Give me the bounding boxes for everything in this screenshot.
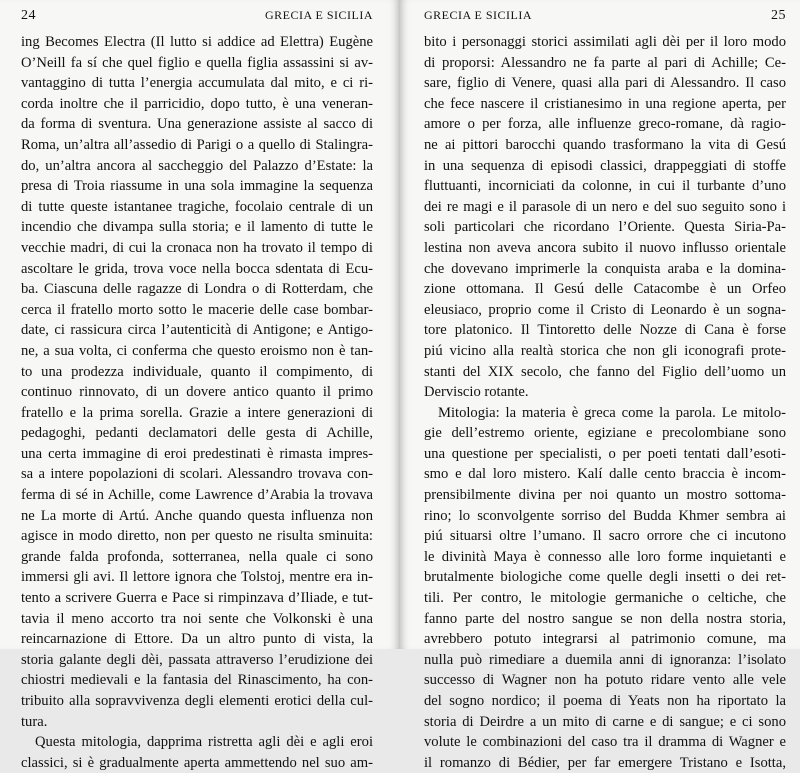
text-line: chiostri medievali e la fantasia del Rinascimento, ha con- <box>21 672 373 689</box>
left-page <box>0 0 400 771</box>
text-line: che fece nascere il cristianesimo in una regione aperta, per <box>424 95 786 112</box>
text-line: storia galante degli dèi, passata attraverso l’erudizione dei <box>21 651 373 668</box>
text-line: da forma di sventura. Una generazione assiste al sacco di <box>21 116 373 133</box>
text-line: storia di Deirdre a un mito di carne e di sangue; e ci sono <box>424 713 786 730</box>
text-line: che dovevano imprimerle la conquista araba e la domina- <box>424 260 786 277</box>
text-line: presa di Troia riassume in una sola immagine la sequenza <box>21 178 373 195</box>
text-line: vecchie madri, di cui la cronaca non ha trovato il tempo di <box>21 239 373 256</box>
text-line: Mitologia: la materia è greca come la parola. Le mitolo- <box>438 404 786 421</box>
text-line: ferma di sé in Achille, come Lawrence d’Arabia la trovava <box>21 487 373 504</box>
text-line: sa a intere popolazioni di scolari. Alessandro trovava con- <box>21 466 373 483</box>
text-line: dei re magi e il parasole di un nero e del suo seguito sono i <box>424 198 786 215</box>
text-line: incendio che divampa sulla storia; e il lamento di tutte le <box>21 219 373 236</box>
text-line: ascoltare le grida, trova voce nella bocca sdentata di Ecu- <box>21 260 373 277</box>
text-line: tavia il meno accorto tra noi sente che Volkonski è una <box>21 610 373 627</box>
text-line: fluttuanti, incorniciati da colonne, in cui il turbante d’uno <box>424 178 786 195</box>
text-line: brutalmente biologiche come quelle degli insetti o dei ret- <box>424 569 786 586</box>
text-line: pedagoghi, pedanti declamatori delle gesta di Achille, <box>21 425 373 442</box>
text-line: del sogno nordico; il poema di Yeats non ha riportato la <box>424 693 786 709</box>
text-line: in una sequenza di episodi classici, drappeggiati di stoffe <box>424 157 786 174</box>
text-line: eleusiaco, proprio come il Cristo di Leonardo è un sogna- <box>424 301 786 318</box>
text-line: Derviscio rotante. <box>424 384 529 401</box>
text-line: soli particolari che ricordano l’Oriente. Questa Siria-Pa- <box>424 219 786 236</box>
text-line: do, un’altra ancora al saccheggio del Palazzo d’Estate: la <box>21 157 373 174</box>
left-page-text <box>21 32 373 773</box>
running-head: GRECIA E SICILIA <box>424 8 532 22</box>
text-line: tili. Per contro, le mitologie germaniche o celtiche, che <box>424 590 786 607</box>
text-line: ne, a sua volta, ci conferma che questo eroismo non è tan- <box>21 342 373 359</box>
text-line: una certa immagine di eroi predestinati è rimasta impres- <box>21 445 373 462</box>
text-line: Roma, un’altra all’assedio di Parigi o a quello di Stalingra- <box>21 136 373 153</box>
text-line: cerca il fratello morto sotto le macerie delle case bombar- <box>21 301 373 318</box>
text-line: una questione per specialisti, o per poeti tentati dall’esoti- <box>424 445 786 462</box>
text-line: di tutte queste istantanee tragiche, focolaio centrale di un <box>21 198 373 215</box>
text-line: stanti del XIX secolo, che fanno del Figlio dell’uomo un <box>424 363 786 380</box>
text-line: sare, figlio di Venere, quasi alla pari di Alessandro. Il caso <box>424 75 786 92</box>
text-line: ba. Ciascuna delle ragazze di Londra o di Rotterdam, che <box>21 281 373 298</box>
page-number: 25 <box>771 8 786 23</box>
text-line: vantaggino di tutta l’energia accumulata dal mito, e ci ri- <box>21 75 373 92</box>
text-line: ne ai pittori barocchi quando trasformano la vita di Gesú <box>424 136 786 153</box>
text-line: rino; lo sconvolgente sorriso del Budda Khmer sembra ai <box>424 507 786 524</box>
text-line: piú situarsi oltre l’umano. Il sacro orrore che ci incutono <box>424 528 786 545</box>
text-line: reincarnazione di Ettore. Da un altro punto di vista, la <box>21 631 373 648</box>
text-line: amore o per forza, alle influenze greco-romane, dà ragio- <box>424 116 786 133</box>
text-line: smo e dal loro mistero. Kalí dalle cento braccia è incom- <box>424 466 786 483</box>
text-line: zione ottomana. Il Gesú delle Catacombe è un Orfeo <box>424 281 786 298</box>
text-line: ing Becomes Electra (Il lutto si addice ad Elettra) Eugène <box>21 34 373 50</box>
text-line: corda inoltre che il parricidio, dopo tutto, è una veneran- <box>21 95 373 112</box>
text-line: ne La morte di Artú. Anche quando questa influenza non <box>21 507 373 524</box>
text-line: continuo rinnovato, di un dovere antico quanto il primo <box>21 384 373 401</box>
right-page-text <box>424 32 786 773</box>
text-line: fratello e la prima sorella. Grazie a intere generazioni di <box>21 404 373 421</box>
text-line: grande falda profonda, sotterranea, nella quale ci sono <box>21 548 373 565</box>
text-line: O’Neill fa sí che quel figlio e quella figlia assassini si av- <box>21 54 373 71</box>
text-line: to una prodezza individuale, quanto il compimento, di <box>21 363 373 380</box>
text-line: piú vicino alla realtà storica che non gli iconografi prote- <box>424 342 786 359</box>
text-line: tura. <box>21 713 48 730</box>
right-page-header <box>424 2 786 28</box>
text-line: il romanzo di Bédier, per far emergere Tristano e Isotta, <box>424 754 786 771</box>
text-line: tento a scrivere Guerra e Pace si rimpinzava d’Iliade, e tut- <box>21 590 373 607</box>
text-line: di proporsi: Alessandro ne fa parte al pari di Achille; Ce- <box>424 54 786 71</box>
text-line: immersi gli avi. Il lettore ignora che Tolstoj, mentre era in- <box>21 569 373 586</box>
text-line: fanno parte del nostro sangue se non della nostra storia, <box>424 610 786 627</box>
text-line: volute le combinazioni del caso tra il dramma di Wagner e <box>424 734 786 751</box>
text-line: lestina non aveva ancora subito il nuovo influsso orientale <box>424 239 786 256</box>
text-line: avrebbero potuto integrarsi al patrimonio comune, ma <box>424 631 786 648</box>
text-line: prensibilmente divina per noi quanto un mostro sottoma- <box>424 487 786 504</box>
left-page-header <box>21 2 373 28</box>
page-number: 24 <box>21 8 36 23</box>
text-line: nulla può rimediare a duemila anni di ignoranza: l’isolato <box>424 651 786 668</box>
text-line: gie dell’estremo oriente, egiziane e precolombiane sono <box>424 425 786 442</box>
text-line: bito i personaggi storici assimilati agli dèi per il loro modo <box>424 34 786 50</box>
running-head: GRECIA E SICILIA <box>265 8 373 22</box>
text-line: le divinità Maya è connesso alle loro forme inquietanti e <box>424 548 786 565</box>
right-page <box>400 0 800 771</box>
text-line: tribuito alla sopravvivenza degli elementi erotici della cul- <box>21 693 373 709</box>
text-line: Questa mitologia, dapprima ristretta agli dèi e agli eroi <box>35 734 373 751</box>
text-line: successo di Wagner non ha potuto ridare vento alle vele <box>424 672 786 689</box>
text-line: agisce in modo diretto, non per questo ne risulta sminuita: <box>21 528 373 545</box>
text-line: date, ci rassicura circa l’autenticità di Antigone; e Antigo- <box>21 322 373 339</box>
text-line: tore platonico. Il Tintoretto delle Nozze di Cana è forse <box>424 322 786 339</box>
text-line: classici, si è gradualmente aperta ammettendo nel suo am- <box>21 754 373 771</box>
